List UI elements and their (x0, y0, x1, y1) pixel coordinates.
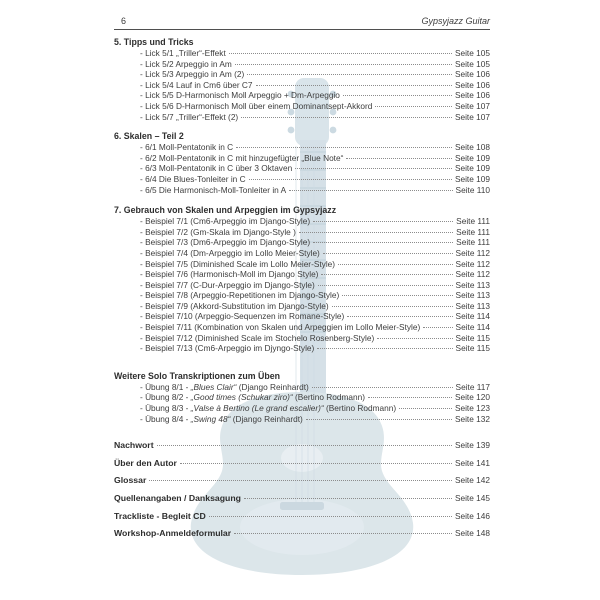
toc-item-label: - Beispiel 7/4 (Dm-Arpeggio im Lollo Meier-Style) (140, 247, 320, 258)
toc-footer-entries (114, 440, 490, 539)
toc-item-label: - Beispiel 7/12 (Diminished Scale im Stochelo Rosenberg-Style) (140, 332, 375, 343)
toc-item-label: - Lick 5/6 D-Harmonisch Moll über einem Dominantsept-Akkord (140, 100, 373, 111)
toc-item-label (140, 392, 365, 403)
toc-footer-row (114, 458, 490, 469)
toc-item-prefix: - Übung 8/1 - (140, 381, 191, 392)
dot-leader (377, 338, 452, 339)
dot-leader (299, 232, 453, 233)
toc-item-label: - 6/4 Die Blues-Tonleiter in C (140, 173, 246, 184)
toc-section (114, 37, 490, 122)
page-ref: Seite 113 (455, 300, 490, 311)
dot-leader (295, 168, 452, 169)
dot-leader (321, 274, 452, 275)
toc-row (140, 185, 490, 196)
toc-item-label (140, 403, 396, 414)
toc-row (140, 280, 490, 291)
toc-item-label: Nachwort (114, 440, 154, 451)
toc-section-rows (114, 142, 490, 195)
section-title: 5. Tipps und Tricks (114, 37, 194, 47)
dot-leader (149, 480, 452, 481)
toc-item-label: - Beispiel 7/9 (Akkord-Substitution im Django-Style) (140, 300, 329, 311)
page-ref: Seite 109 (454, 173, 490, 184)
toc-item-label: - 6/2 Moll-Pentatonik in C mit hinzugefügter „Blue Note“ (140, 152, 344, 163)
toc-section (114, 205, 490, 354)
toc-item-prefix: - Übung 8/2 - (140, 392, 191, 403)
toc-item-label: - 6/5 Die Harmonisch-Moll-Tonleiter in A (140, 184, 287, 195)
dot-leader (346, 158, 452, 159)
book-title: Gypsyjazz Guitar (421, 16, 490, 26)
toc-row (140, 343, 490, 354)
toc-row (140, 101, 490, 112)
toc-row (140, 237, 490, 248)
dot-leader (323, 253, 453, 254)
page-ref: Seite 132 (454, 413, 490, 424)
toc-sections (114, 37, 490, 424)
toc-item-label: - Beispiel 7/13 (Cm6-Arpeggio im Djyngo-Style) (140, 343, 315, 354)
toc-section-rows (114, 48, 490, 122)
toc-row (140, 69, 490, 80)
toc-section-rows (114, 382, 490, 424)
toc-item-label: - Beispiel 7/2 (Gm-Skala im Django-Style ) (140, 226, 296, 237)
dot-leader (209, 516, 452, 517)
dot-leader (342, 295, 452, 296)
toc-row (140, 392, 490, 403)
dot-leader (318, 285, 453, 286)
toc-item-label: - Lick 5/7 „Triller“-Effekt (2) (140, 111, 239, 122)
toc-section (114, 371, 490, 424)
page-ref: Seite 115 (455, 332, 490, 343)
toc-item-label: Workshop-Anmeldeformular (114, 528, 232, 539)
toc-row (140, 59, 490, 70)
page-ref: Seite 123 (454, 403, 490, 414)
page-ref: Seite 114 (455, 322, 490, 333)
section-title: 6. Skalen – Teil 2 (114, 131, 184, 142)
dot-leader (338, 264, 453, 265)
toc-row (140, 174, 490, 185)
toc-item-label: Trackliste - Begleit CD (114, 510, 206, 521)
toc-row (140, 414, 490, 425)
toc-row (140, 301, 490, 312)
toc-item-label (140, 414, 303, 425)
page-ref: Seite 111 (456, 237, 490, 248)
page-ref: Seite 105 (454, 48, 490, 58)
page-ref: Seite 120 (454, 392, 490, 403)
page-ref: Seite 108 (454, 142, 490, 153)
song-title: „Swing 48“ (190, 413, 231, 424)
artist-name: (Django Reinhardt) (230, 413, 303, 424)
section-title: 7. Gebrauch von Skalen und Arpeggien im Gypsyjazz (114, 205, 337, 216)
page-ref: Seite 146 (454, 510, 490, 521)
toc-item-label: - Beispiel 7/3 (Dm6-Arpeggio im Django-Style) (140, 237, 311, 248)
dot-leader (375, 106, 452, 107)
toc-item-label: - Beispiel 7/10 (Arpeggio-Sequenzen im Romane-Style) (140, 311, 345, 322)
toc-row (140, 311, 490, 322)
dot-leader (312, 387, 453, 388)
toc-item-label: - 6/3 Moll-Pentatonik in C über 3 Oktaven (140, 163, 293, 174)
toc-item-label: - Beispiel 7/8 (Arpeggio-Repetitionen im Django-Style) (140, 290, 340, 301)
page-number: 6 (121, 16, 127, 26)
toc-item-label: - Beispiel 7/5 (Diminished Scale im Lollo Meier-Style) (140, 258, 336, 269)
toc-footer-row (114, 528, 490, 539)
toc-row (140, 259, 490, 270)
toc-item-prefix: - Übung 8/4 - (140, 413, 191, 424)
page-ref: Seite 106 (454, 69, 490, 80)
dot-leader (317, 348, 452, 349)
page-ref: Seite 142 (454, 475, 490, 486)
dot-leader (332, 306, 453, 307)
toc-row (140, 403, 490, 414)
page-ref: Seite 109 (454, 163, 490, 174)
toc-row (140, 322, 490, 333)
toc-row (140, 163, 490, 174)
toc-footer-row (114, 511, 490, 522)
page-ref: Seite 114 (455, 311, 490, 322)
toc-item-label: - Beispiel 7/7 (C-Dur-Arpeggio im Django-Style) (140, 279, 315, 290)
toc-item-label (140, 382, 309, 393)
dot-leader (244, 498, 452, 499)
dot-leader (241, 117, 452, 118)
page-header (114, 16, 490, 26)
toc-row (140, 248, 490, 259)
toc-item-label: - Lick 5/2 Arpeggio in Am (140, 58, 232, 69)
page-ref: Seite 113 (455, 290, 490, 301)
dot-leader (236, 147, 452, 148)
dot-leader (249, 179, 452, 180)
page-ref: Seite 110 (455, 184, 490, 195)
page-ref: Seite 112 (455, 247, 490, 258)
artist-name: (Bertino Rodmann) (292, 392, 366, 403)
toc-row (140, 333, 490, 344)
page-ref: Seite 139 (454, 440, 490, 451)
toc-item-label: Quellenangaben / Danksagung (114, 493, 241, 503)
page-ref: Seite 106 (454, 79, 490, 90)
dot-leader (234, 533, 452, 534)
dot-leader (343, 95, 452, 96)
dot-leader (235, 64, 452, 65)
toc-row (140, 382, 490, 393)
page-ref: Seite 145 (454, 493, 490, 503)
toc-item-label: - Lick 5/3 Arpeggio in Am (2) (140, 69, 245, 80)
toc-row (140, 48, 490, 59)
toc-row (140, 269, 490, 280)
song-title: „Good times (Schukar ziro)“ (190, 392, 293, 403)
dot-leader (347, 316, 452, 317)
toc-row (140, 112, 490, 123)
song-title: „Valse à Bertino (Le grand escalier)“ (190, 403, 324, 414)
artist-name: (Django Reinhardt) (236, 381, 309, 392)
toc-content (114, 16, 490, 539)
dot-leader (157, 445, 452, 446)
toc-item-label: - Beispiel 7/6 (Harmonisch-Moll im Django Style) (140, 269, 319, 280)
page-ref: Seite 112 (455, 258, 490, 269)
toc-row (140, 153, 490, 164)
page-ref: Seite 109 (454, 152, 490, 163)
dot-leader (256, 85, 452, 86)
toc-row (140, 216, 490, 227)
page-ref: Seite 117 (455, 381, 490, 392)
dot-leader (423, 327, 452, 328)
toc-row (140, 290, 490, 301)
page-ref: Seite 105 (454, 58, 490, 69)
dot-leader (313, 221, 453, 222)
page-ref: Seite 141 (454, 457, 490, 468)
page-ref: Seite 112 (455, 269, 490, 280)
toc-footer-row (114, 493, 490, 504)
toc-row (140, 142, 490, 153)
page-ref: Seite 107 (454, 111, 490, 122)
page-ref: Seite 113 (455, 279, 490, 290)
toc-item-label: Glossar (114, 475, 147, 486)
toc-footer-row (114, 440, 490, 451)
page-ref: Seite 107 (454, 100, 490, 111)
toc-footer-row (114, 475, 490, 486)
header-rule (114, 29, 490, 30)
toc-item-label: - Beispiel 7/1 (Cm6-Arpeggio im Django-Style) (140, 216, 311, 227)
page-ref: Seite 148 (454, 528, 490, 539)
dot-leader (306, 419, 452, 420)
page-ref: Seite 111 (456, 226, 490, 237)
toc-item-prefix: - Übung 8/3 - (140, 403, 191, 414)
dot-leader (180, 463, 452, 464)
section-title: Weitere Solo Transkriptionen zum Üben (114, 370, 281, 381)
page-ref: Seite 106 (454, 90, 490, 101)
toc-item-label: - Lick 5/1 „Triller“-Effekt (140, 48, 226, 58)
toc-item-label: - Lick 5/5 D-Harmonisch Moll Arpeggio + Dm-Arpeggio (140, 90, 340, 101)
artist-name: (Bertino Rodmann) (323, 403, 397, 414)
dot-leader (289, 190, 452, 191)
dot-leader (229, 53, 452, 54)
toc-section (114, 131, 490, 195)
toc-row (140, 227, 490, 238)
page-ref: Seite 115 (455, 343, 490, 354)
toc-item-label: - Lick 5/4 Lauf in Cm6 über C7 (140, 79, 253, 90)
toc-row (140, 80, 490, 91)
dot-leader (368, 397, 452, 398)
toc-row (140, 90, 490, 101)
dot-leader (247, 74, 452, 75)
song-title: „Blues Clair“ (190, 381, 237, 392)
dot-leader (313, 242, 453, 243)
page-ref: Seite 111 (456, 216, 490, 227)
toc-item-label: Über den Autor (114, 457, 177, 468)
toc-item-label: - 6/1 Moll-Pentatonik in C (140, 142, 234, 153)
toc-section-rows (114, 216, 490, 354)
toc-item-label: - Beispiel 7/11 (Kombination von Skalen und Arpeggien im Lollo Meier-Style) (140, 322, 421, 333)
dot-leader (399, 408, 452, 409)
